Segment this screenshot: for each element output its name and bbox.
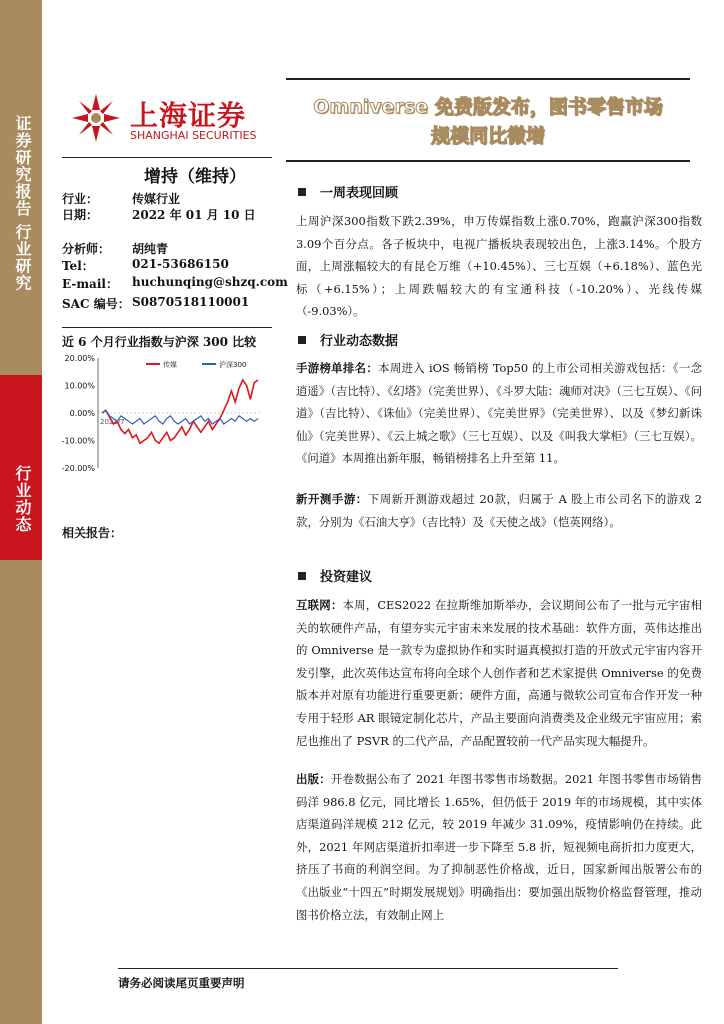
y-tick-label: -20.00% (62, 464, 95, 473)
paragraph-new-games (296, 488, 702, 533)
divider (62, 157, 272, 158)
rating: 增持（维持） (144, 167, 246, 187)
info-value: 胡纯青 (132, 242, 169, 256)
section-title: 行业动态数据 (320, 334, 399, 349)
info-value[interactable]: huchunqing@shzq.com (132, 275, 288, 289)
y-tick-label: -10.00% (62, 436, 95, 446)
section-heading-advice (298, 566, 372, 585)
footer-rule (118, 968, 618, 969)
paragraph-lead: 手游榜单排名： (296, 361, 379, 375)
sidebar-report-category: 行业动态 (13, 465, 32, 533)
chart-title: 近 6 个月行业指数与沪深 300 比较 (62, 335, 257, 349)
paragraph-publishing (296, 768, 702, 926)
info-label: 日期： (62, 208, 99, 222)
sidebar-band-bottom (0, 560, 42, 1024)
info-value: S0870518110001 (132, 295, 250, 309)
logo-text-cn: 上海证券 (130, 99, 247, 132)
section-title: 投资建议 (320, 570, 373, 585)
sidebar-report-type: 证券研究报告 行业研究 (13, 115, 32, 292)
paragraph-weekly: 上周沪深300指数下跌2.39%，申万传媒指数上涨0.70%，跑赢沪深300指数3.09个百分点。各子板块中，电视广播板块表现较出色，上涨3.14%。个股方面，上周涨幅较大的有昆仑万维（+10.45%）、三七互娱（+6.18%）、蓝色光标（+6.15%）；上周跌幅较大的有宝通科技（-10.20%）、光线传媒（-9.03%）。 (296, 214, 702, 319)
company-logo (70, 92, 270, 152)
info-label: 分析师： (62, 242, 111, 256)
x-tick-label: 2021/7 (100, 418, 125, 426)
related-reports-label: 相关报告： (62, 526, 123, 540)
series-line-media (102, 380, 258, 443)
info-label: SAC 编号： (62, 297, 130, 311)
legend-label: 沪深300 (219, 361, 247, 369)
bullet-square-icon (298, 336, 306, 344)
report-title (288, 93, 688, 151)
paragraph-lead: 新开测手游： (296, 492, 368, 506)
footer-disclaimer: 请务必阅读尾页重要声明 (118, 976, 245, 990)
info-label: 行业： (62, 192, 99, 206)
paragraph-body: 下周新开测游戏超过 20款，归属于 A 股上市公司名下的游戏 2 款，分别为《石油大亨》（吉比特）及《天使之战》（恺英网络）。 (296, 492, 702, 529)
index-comparison-chart (62, 350, 272, 475)
legend-label: 传媒 (163, 361, 177, 369)
paragraph-lead: 互联网： (296, 598, 343, 612)
bullet-square-icon (298, 572, 306, 580)
section-heading-data (298, 330, 398, 349)
info-value: 传媒行业 (132, 192, 181, 206)
bullet-square-icon (298, 188, 306, 196)
paragraph-lead: 出版： (296, 772, 331, 786)
report-title-line1: Omniverse 免费版发布，图书零售市场 (313, 96, 663, 118)
info-value: 2022 年 01 月 10 日 (132, 208, 256, 222)
y-tick-label: 10.00% (64, 381, 95, 391)
section-title: 一周表现回顾 (320, 186, 399, 201)
paragraph-internet (296, 594, 702, 752)
paragraph-games (296, 357, 702, 470)
info-value: 021-53686150 (132, 257, 229, 271)
info-label: E-mail： (62, 277, 118, 291)
y-tick-label: 20.00% (64, 354, 95, 363)
info-label: Tel： (62, 259, 94, 273)
title-bottom-rule (286, 160, 690, 162)
logo-mark-icon (70, 92, 122, 144)
section-heading-weekly (298, 182, 398, 201)
divider (62, 327, 272, 328)
logo-text-en: SHANGHAI SECURITIES (130, 129, 257, 142)
paragraph-body: 本周进入 iOS 畅销榜 Top50 的上市公司相关游戏包括：《一念逍遥》（吉比特）、《幻塔》（完美世界）、《斗罗大陆：魂师对决》（三七互娱）、《问道》（吉比特）、《诛仙》（完美世界）、《完美世界》（完美世界）、以及《梦幻新诛仙》（完美世界）、《云上城之歌》（三七互娱）、以及《叫我大掌柜》（三七互娱）。《问道》本周推出新年服，畅销榜排名上升至第 11。 (296, 361, 702, 466)
paragraph-body: 开卷数据公布了 2021 年图书零售市场数据。2021 年图书零售市场销售码洋 986.8 亿元，同比增长 1.65%，但仍低于 2019 年的市场规模，其中实体店渠道码洋规模 212 亿元，较 2019 年减少 31.09%，疫情影响仍在持续。此外，2021 年网店渠道折扣率进一步下降至 5.8 折，短视频电商折扣力度更大，挤压了书商的利润空间。为了抑制恶性价格战，近日，国家新闻出版署公布的《出版业“十四五”时期发展规划》明确指出：要加强出版物价格监督管理，推动图书价格立法，有效制止网上 (296, 772, 702, 922)
report-title-line2: 规模同比微增 (430, 125, 545, 147)
paragraph-body: 本周，CES2022 在拉斯维加斯举办，会议期间公布了一批与元宇宙相关的软硬件产品，有望夯实元宇宙未来发展的技术基础：软件方面，英伟达推出的 Omniverse 是一款专为虚拟协作和实时逼真模拟打造的开放式元宇宙内容开发引擎，此次英伟达宣布将向全球个人创作者和艺术家提供 Omniverse 的免费版本并对原有功能进行重要更新；硬件方面，高通与微软公司宣布合作开发一种专用于轻形 AR 眼镜定制化芯片，产品主要面向消费类及企业级元宇宙应用；索尼也推出了 PSVR 的二代产品，产品配置较前一代产品实现大幅提升。 (296, 598, 702, 748)
y-tick-label: 0.00% (69, 409, 95, 418)
title-top-rule (286, 78, 690, 80)
series-line-hs300 (102, 410, 258, 424)
